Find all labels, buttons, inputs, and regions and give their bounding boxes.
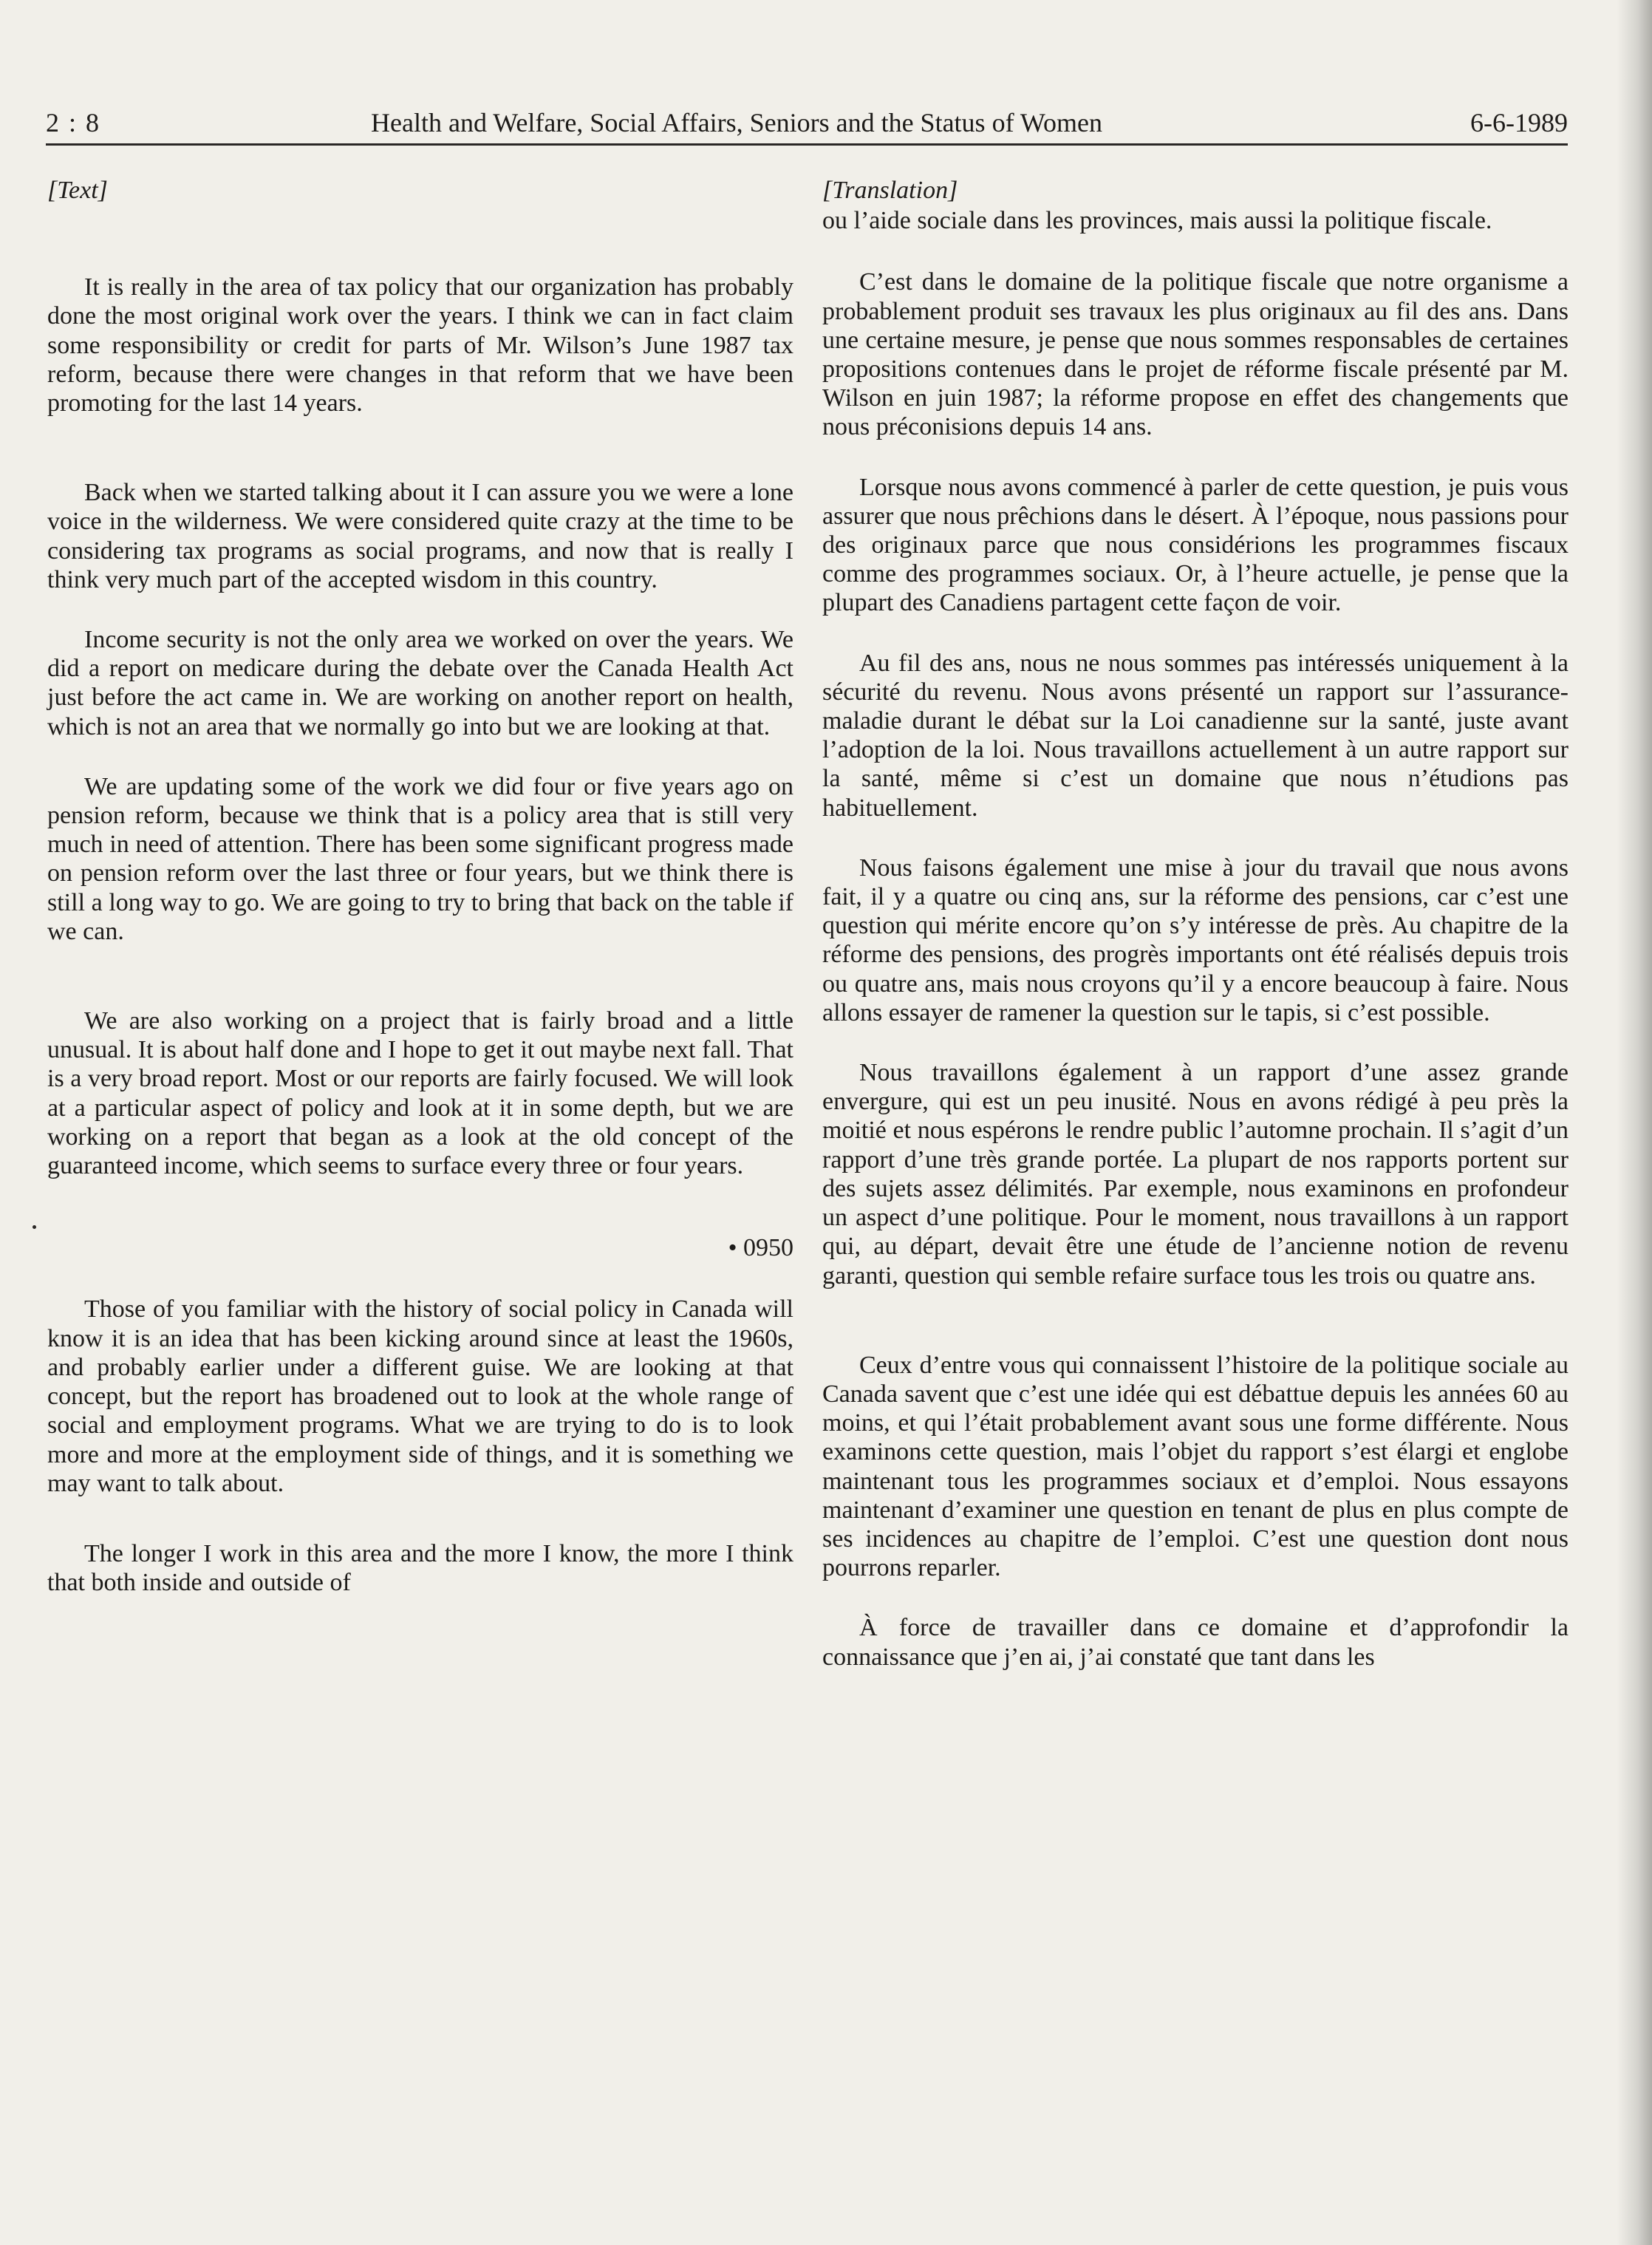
paragraph: The longer I work in this area and the more I know, the more I think that both inside and outside of bbox=[47, 1539, 793, 1597]
paragraph: À force de travailler dans ce domaine et d’approfondir la connaissance que j’en ai, j’ai constaté que tant dans les bbox=[822, 1614, 1569, 1671]
page-edge-shadow bbox=[1617, 0, 1652, 2245]
paragraph: Nous travaillons également à un rapport d’une assez grande envergure, qui est un peu inusité. Nous en avons rédigé à peu près la moitié et nous espérons le rendre public l’automne prochain. Il s’agit d’un rapport d’une très grande portée. La plupart de nos rapports portent sur des sujets assez délimités. Par exemple, nous examinons en profondeur un aspect d’une politique. Pour le moment, nous travaillons à un rapport qui, au départ, devait être une étude de l’ancienne notion de revenu garanti, question qui semble refaire surface tous les trois ou quatre ans. bbox=[822, 1059, 1569, 1290]
translation-label: [Translation] bbox=[822, 177, 958, 204]
paragraph: We are also working on a project that is fairly broad and a little unusual. It is about half done and I hope to get it out maybe next fall. That is a very broad report. Most or our reports are fairly focused. We will look at a particular aspect of policy and look at it in some depth, but we are working on a report that began as a look at the old concept of the guaranteed income, which seems to surface every three or four years. bbox=[47, 1007, 793, 1180]
paragraph: Nous faisons également une mise à jour du travail que nous avons fait, il y a quatre ou cinq ans, sur la réforme des pensions, car c’est une question qui mérite encore qu’on s’y intéresse de près. Au chapitre de la réforme des pensions, des progrès importants ont été réalisés depuis trois ou quatre ans, mais nous croyons qu’il y a encore beaucoup à faire. Nous allons essayer de ramener la question sur le tapis, si c’est possible. bbox=[822, 854, 1569, 1026]
text-label: [Text] bbox=[47, 177, 108, 204]
left-column-english bbox=[47, 176, 793, 1597]
paragraph: Lorsque nous avons commencé à parler de cette question, je puis vous assurer que nous prêchions dans le désert. À l’époque, nous passions pour des originaux parce que nous considérions les programmes fiscaux comme des programmes sociaux. Or, à l’heure actuelle, je pense que la plupart des Canadiens partagent cette façon de voir. bbox=[822, 473, 1569, 617]
paragraph: Back when we started talking about it I can assure you we were a lone voice in the wilderness. We were considered quite crazy at the time to be considering tax programs as social programs, and now that is really I think very much part of the accepted wisdom in this country. bbox=[47, 479, 793, 593]
paragraph: Income security is not the only area we worked on over the years. We did a report on medicare during the debate over the Canada Health Act just before the act came in. We are working on another report on health, which is not an area that we normally go into but we are looking at that. bbox=[47, 626, 793, 740]
page-date: 6-6-1989 bbox=[1470, 108, 1568, 137]
paragraph: It is really in the area of tax policy that our organization has probably done the most original work over the years. I think we can in fact claim some responsibility or credit for parts of Mr. Wilson’s June 1987 tax reform, because there were changes in that reform that we have been promoting for the last 14 years. bbox=[47, 273, 793, 418]
paragraph: Ceux d’entre vous qui connaissent l’histoire de la politique sociale au Canada savent que c’est une idée qui est débattue depuis les années 60 au moins, et qui l’était probablement avant sous une forme différente. Nous examinons cette question, mais l’objet du rapport s’est élargi et englobe maintenant tous les programmes sociaux et d’emploi. Nous essayons maintenant d’examiner une question en tenant de plus en plus compte de ses incidences au chapitre de l’emploi. C’est une question dont nous pourrons reparler. bbox=[822, 1351, 1569, 1582]
page-number: 2 : 8 bbox=[46, 108, 101, 137]
margin-mark bbox=[33, 1225, 36, 1229]
page-header bbox=[46, 105, 1568, 146]
paragraph: Those of you familiar with the history of social policy in Canada will know it is an idea that has been kicking around since at least the 1960s, and probably earlier under a different guise. We are looking at that concept, but the report has broadened out to look at the whole range of social and employment programs. What we are trying to do is to look more and more at the employment side of things, and it is something we may want to talk about. bbox=[47, 1295, 793, 1497]
paragraph: We are updating some of the work we did four or five years ago on pension reform, because we think that is a policy area that is still very much in need of attention. There has been some significant progress made on pension reform over the last three or four years, but we think there is still a long way to go. We are going to try to bring that back on the table if we can. bbox=[47, 772, 793, 945]
paragraph: C’est dans le domaine de la politique fiscale que notre organisme a probablement produit ses travaux les plus originaux au fil des ans. Dans une certaine mesure, je pense que nous sommes responsables de certaines propositions contenues dans le projet de réforme fiscale présenté par M. Wilson en juin 1987; la réforme propose en effet des changements que nous préconisions depuis 14 ans. bbox=[822, 268, 1569, 441]
time-stamp: • 0950 bbox=[728, 1234, 793, 1262]
paragraph: Au fil des ans, nous ne nous sommes pas intéressés uniquement à la sécurité du revenu. Nous avons présenté un rapport sur l’assurance-maladie durant le débat sur la Loi canadienne sur la santé, juste avant l’adoption de la loi. Nous travaillons actuellement à un autre rapport sur la santé, même si c’est un domaine que nous n’étudions pas habituellement. bbox=[822, 649, 1569, 822]
paragraph-continuation: ou l’aide sociale dans les provinces, mais aussi la politique fiscale. bbox=[822, 207, 1492, 235]
right-column-french bbox=[822, 176, 1569, 1672]
committee-title: Health and Welfare, Social Affairs, Seniors and the Status of Women bbox=[371, 108, 1102, 137]
